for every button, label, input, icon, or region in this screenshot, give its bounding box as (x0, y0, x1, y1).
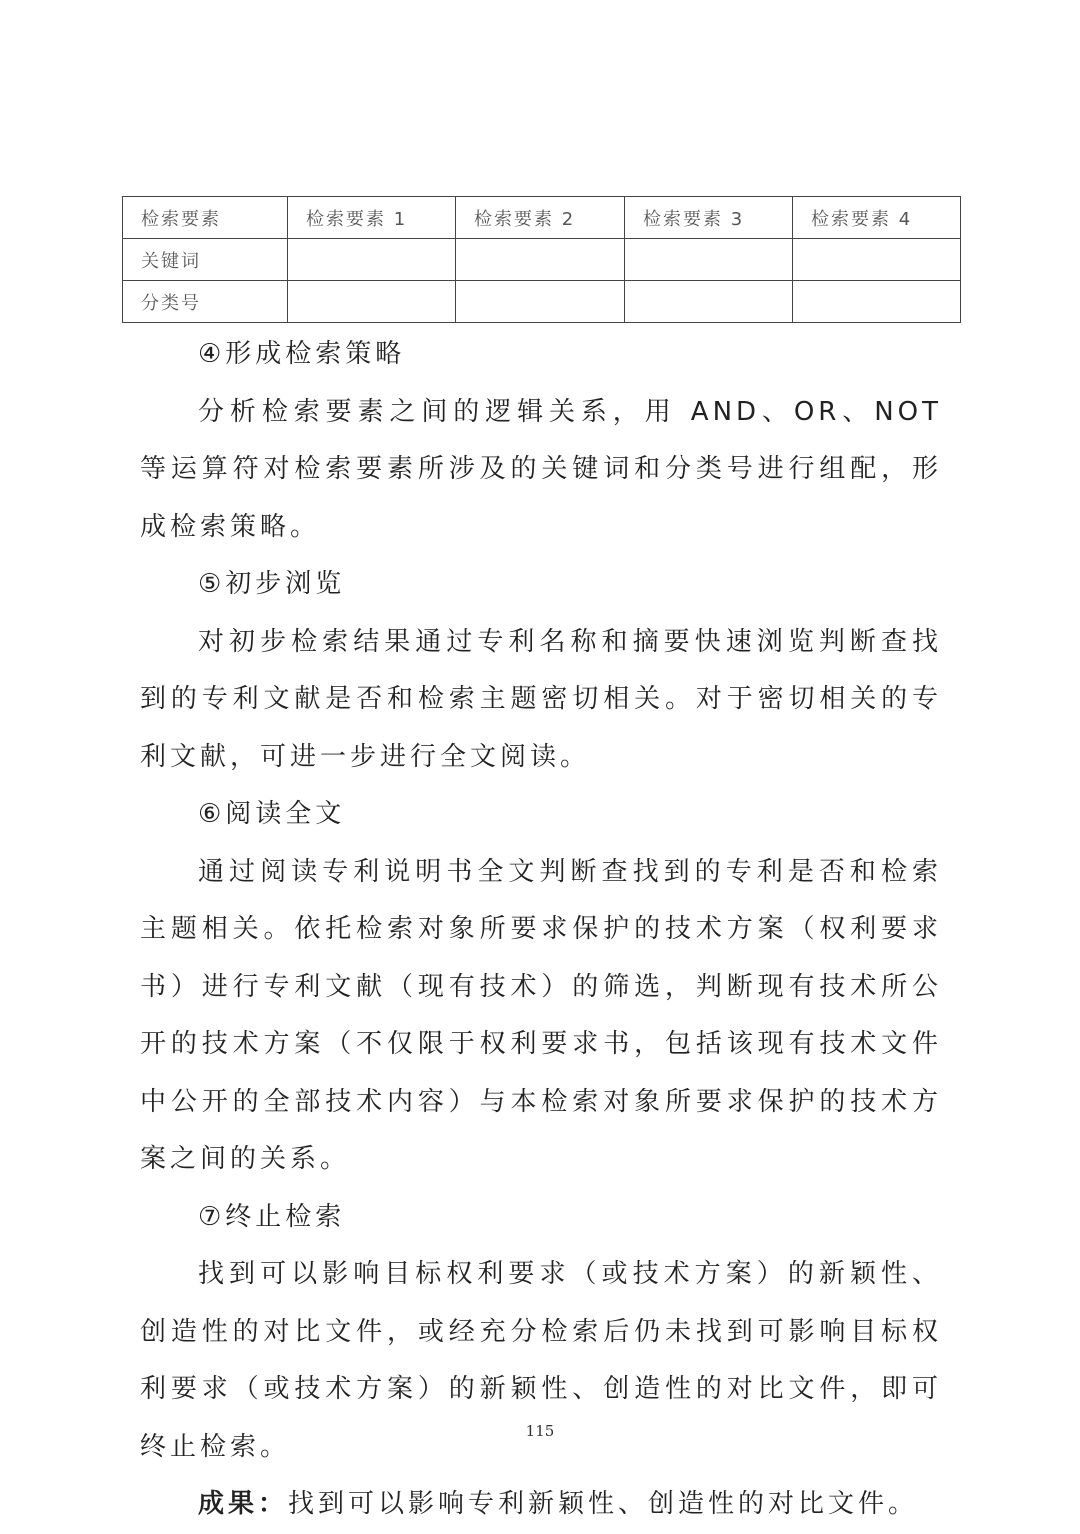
result-text: 找到可以影响专利新颖性、创造性的对比文件。 (288, 1489, 919, 1519)
table-cell (625, 239, 793, 281)
table-cell (793, 281, 961, 323)
table-cell: 分类号 (123, 281, 288, 323)
table-cell: 检索要素 4 (793, 197, 961, 239)
result-line (140, 1476, 942, 1534)
table-cell (456, 239, 625, 281)
result-label: 成果： (198, 1489, 289, 1519)
section-heading: ⑦终止检索 (198, 1201, 346, 1232)
section-heading: ⑥阅读全文 (198, 799, 346, 829)
section-paragraph: 通过阅读专利说明书全文判断查找到的专利是否和检索主题相关。依托检索对象所要求保护的技术方案（权利要求书）进行专利文献（现有技术）的筛选，判断现有技术所公开的技术方案（不仅限于权利要求书，包括该现有技术文件中公开的全部技术内容）与本检索对象所要求保护的技术方案之间的关系。 (140, 856, 942, 1174)
body-text (140, 326, 942, 1534)
section-paragraph: 分析检索要素之间的逻辑关系，用 AND、OR、NOT 等运算符对检索要素所涉及的关键词和分类号进行组配，形成检索策略。 (140, 396, 942, 542)
table-cell: 检索要素 2 (456, 197, 625, 239)
table-cell (288, 281, 456, 323)
section-heading: ⑤初步浏览 (198, 569, 346, 599)
table-cell (793, 239, 961, 281)
table-cell: 关键词 (123, 239, 288, 281)
table-row (123, 281, 961, 323)
search-elements-table (122, 196, 961, 323)
table-cell: 检索要素 (123, 197, 288, 239)
table-header-row (123, 197, 961, 239)
table-cell: 检索要素 3 (625, 197, 793, 239)
table-cell: 检索要素 1 (288, 197, 456, 239)
section-heading: ④形成检索策略 (198, 339, 406, 369)
section-paragraph: 找到可以影响目标权利要求（或技术方案）的新颖性、创造性的对比文件，或经充分检索后仍未找到可影响目标权利要求（或技术方案）的新颖性、创造性的对比文件，即可终止检索。 (140, 1259, 942, 1462)
table-cell (625, 281, 793, 323)
section-paragraph: 对初步检索结果通过专利名称和摘要快速浏览判断查找到的专利文献是否和检索主题密切相关。对于密切相关的专利文献，可进一步进行全文阅读。 (140, 626, 942, 772)
table-row (123, 239, 961, 281)
table-cell (288, 239, 456, 281)
page-number: 115 (525, 1422, 555, 1440)
table-cell (456, 281, 625, 323)
